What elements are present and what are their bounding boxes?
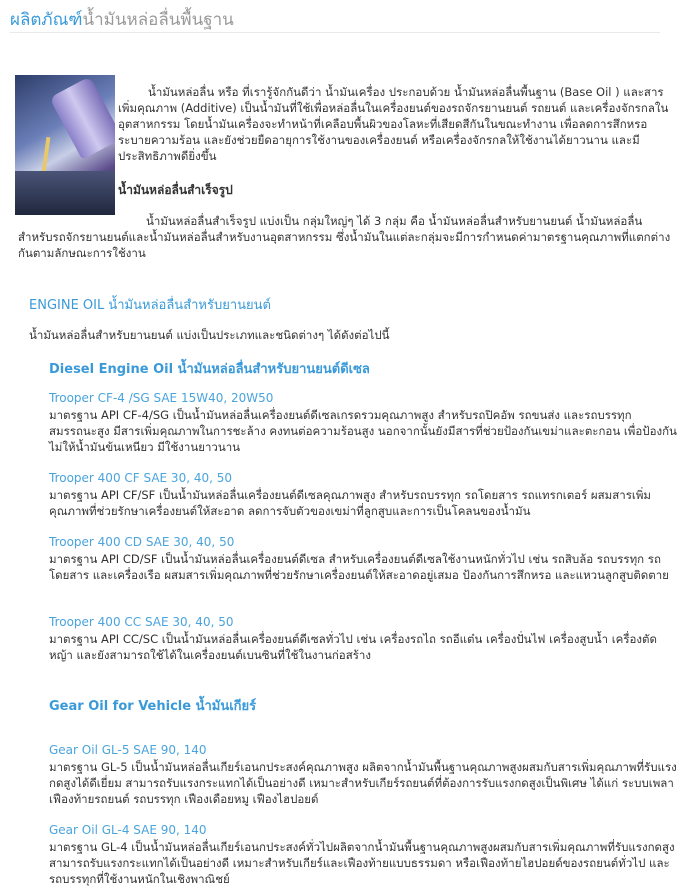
gear-oil-heading: Gear Oil for Vehicle น้ำมันเกียร์ <box>49 699 257 714</box>
intro-subheading: น้ำมันหล่อลื่นสำเร็จรูป <box>118 183 233 197</box>
intro-paragraph: น้ำมันหล่อลื่น หรือ ที่เรารู้จักกันดีว่า น้ำมันเครื่อง ประกอบด้วย น้ำมันหล่อลื่นพื้นฐาน (Base Oil ) และสารเพิ่มคุณภาพ (Additive) เป็นน้ำมันที่ใช้เพื่อหล่อลื่นในเครื่องยนต์ของรถจักรยานยนต์ รถยนต์ และเครื่องจักรกลในอุตสาหกรรม โดยน้ำมันเครื่องจะทำหน้าที่เคลือบพื้นผิวของโลหะที่เสียดสีกันในขณะทำงาน เพื่อลดการสึกหรอ ระบายความร้อน และยังช่วยยืดอายุการใช้งานของเครื่องยนต์ หรือเครื่องจักรกลให้ใช้งานได้ยาวนาน และมีประสิทธิภาพดียิ่งขึ้น <box>118 85 669 163</box>
product-description: มาตรฐาน GL-4 เป็นน้ำมันหล่อลื่นเกียร์เอนกประสงค์ทั่วไปผลิตจากน้ำมันพื้นฐานคุณภาพสูงผสมกับสารเพิ่มคุณภาพที่รับแรงกดสูง สามารถรับแรงกระแทกได้เป็นอย่างดี เหมาะสำหรับเกียร์และเฟืองท้ายแบบธรรมดา หรือเฟืองท้ายไฮปอยด์ของรถยนต์ทั่วไป และรถบรรทุกที่ใช้งานหนักในเชิงพาณิชย์ <box>49 840 675 886</box>
product-description: มาตรฐาน API CF-4/SG เป็นน้ำมันหล่อลื่นเครื่องยนต์ดีเซลเกรดรวมคุณภาพสูง สำหรับรถปิคอัพ รถขนส่ง และรถบรรทุกสมรรถนะสูง มีสารเพิ่มคุณภาพในการชะล้าง คงทนต่อความร้อนสูง นอกจากนั้นยังมีสารที่ช่วยป้องกันเขม่าและตะกอน เพื่อป้องกันไม่ให้น้ำมันข้นเหนียว มีใช้งานยาวนาน <box>49 408 677 454</box>
product-title: Trooper 400 CD SAE 30, 40, 50 <box>49 535 235 549</box>
engine-oil-heading: ENGINE OIL น้ำมันหล่อลื่นสำหรับยานยนต์ <box>29 298 271 313</box>
intro-paragraph-2: น้ำมันหล่อลื่นสำเร็จรูป แบ่งเป็น กลุ่มใหญ่ๆ ได้ 3 กลุ่ม คือ น้ำมันหล่อลื่นสำหรับยานยนต์ น้ำมันหล่อลื่นสำหรับรถจักรยานยนต์และน้ำมันหล่อลื่นสำหรับงานอุตสาหกรรม ซึ่งน้ำมันในแต่ละกลุ่มจะมีการกำหนดค่ามาตรฐานคุณภาพที่แตกต่างกันตามลักษณะการใช้งาน <box>18 214 671 260</box>
motor-oil-pour-image <box>15 75 115 215</box>
diesel-heading: Diesel Engine Oil น้ำมันหล่อลื่นสำหรับยานยนต์ดีเซล <box>49 362 370 377</box>
product-title: Trooper CF-4 /SG SAE 15W40, 20W50 <box>49 391 274 405</box>
product-title: Trooper 400 CC SAE 30, 40, 50 <box>49 615 234 629</box>
page-header <box>10 6 660 33</box>
product-description: มาตรฐาน API CD/SF เป็นน้ำมันหล่อลื่นเครื่องยนต์ดีเซล สำหรับเครื่องยนต์ดีเซลใช้งานหนักทั่วไป เช่น รถสิบล้อ รถบรรทุก รถโดยสาร และเครื่องเรือ ผสมสารเพิ่มคุณภาพที่ช่วยรักษาเครื่องยนต์ให้สะอาดอยู่เสมอ ป้องกันการสึกหรอ และแหวนลูกสูบติดตาย <box>49 552 669 582</box>
oil-bottle-shape <box>49 76 115 159</box>
product-description: มาตรฐาน API CF/SF เป็นน้ำมันหล่อลื่นเครื่องยนต์ดีเซลคุณภาพสูง สำหรับรถบรรทุก รถโดยสาร รถแทรกเตอร์ ผสมสารเพิ่มคุณภาพที่ช่วยรักษาเครื่องยนต์ให้สะอาด ลดการจับตัวของเขม่าที่ลูกสูบและการเป็นโคลนของน้ำมัน <box>49 488 651 518</box>
product-title: Gear Oil GL-5 SAE 90, 140 <box>49 743 207 757</box>
product-description: มาตรฐาน GL-5 เป็นน้ำมันหล่อลื่นเกียร์เอนกประสงค์คุณภาพสูง ผลิตจากน้ำมันพื้นฐานคุณภาพสูงผสมกับสารเพิ่มคุณภาพที่รับแรงกดสูงได้ดีเยี่ยม สามารถรับแรงกระแทกได้เป็นอย่างดี เหมาะสำหรับเกียร์รถยนต์ที่ต้องการรับแรงกดสูงเป็นพิเศษ ได้แก่ ระบบเพลา เฟืองท้ายรถยนต์ รถบรรทุก เฟืองเดือยหมู เฟืองไฮปอยด์ <box>49 760 677 806</box>
engine-oil-intro: น้ำมันหล่อลื่นสำหรับยานยนต์ แบ่งเป็นประเภทและชนิดต่างๆ ได้ดังต่อไปนี้ <box>29 328 390 342</box>
header-title-prefix: ผลิตภัณฑ์ <box>10 10 83 30</box>
header-title: น้ำมันหล่อลื่นพื้นฐาน <box>82 10 234 30</box>
product-title: Trooper 400 CF SAE 30, 40, 50 <box>49 471 232 485</box>
product-description: มาตรฐาน API CC/SC เป็นน้ำมันหล่อลื่นเครื่องยนต์ดีเซลทั่วไป เช่น เครื่องรถไถ รถอีแต๋น เครื่องปั่นไฟ เครื่องสูบน้ำ เครื่องตัดหญ้า และยังสามารถใช้ได้ในเครื่องยนต์เบนซินที่ใช้ในงานก่อสร้าง <box>49 632 657 662</box>
product-title: Gear Oil GL-4 SAE 90, 140 <box>49 823 207 837</box>
engine-shape <box>15 171 115 215</box>
